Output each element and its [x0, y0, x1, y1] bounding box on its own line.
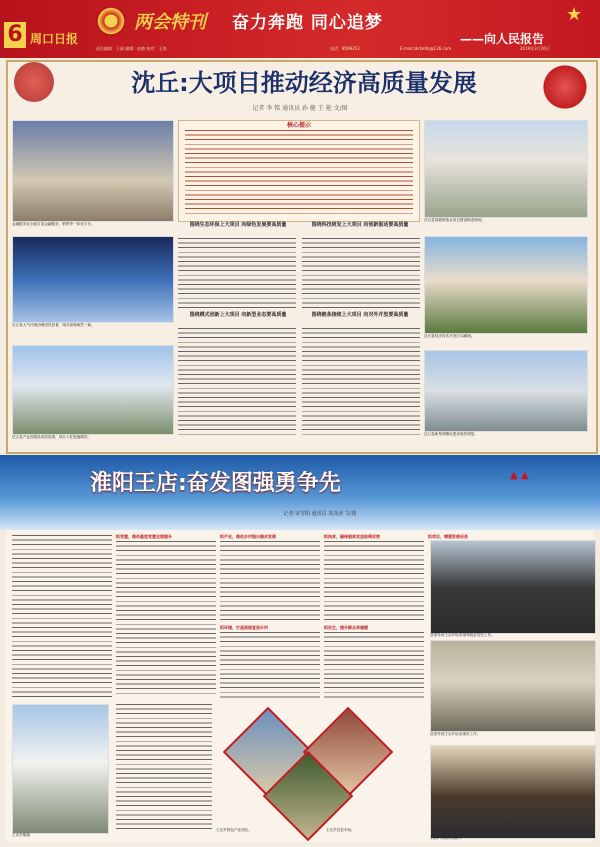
- caption-a6: 王店乡干部走访贫困户。: [430, 836, 464, 840]
- subhead-3: 围绕模式创新上大项目 向新型业态要高质量: [189, 312, 287, 318]
- slogan-sub: ——向人民报告: [460, 32, 545, 46]
- decorative-flower-icon: [540, 62, 590, 112]
- subhead-a5: 抓民生，提升群众幸福感: [324, 625, 368, 630]
- photo-industrial-park: [12, 345, 174, 435]
- core-heading: 核心提示: [286, 122, 311, 129]
- core-summary-box: [178, 120, 420, 222]
- article1-title: 沈丘:大项目推动经济高质量发展: [131, 69, 477, 97]
- caption-4: 沈丘县高端制造业项目建设推进现场。: [424, 218, 486, 222]
- birds-icon: ▲ ▲: [510, 470, 529, 481]
- page-number: 6: [4, 22, 26, 48]
- caption-a2: 县领导到王店乡检查指导工作。: [430, 732, 481, 736]
- caption-1: 金融服务业全面打造金融服务、销售等一体化平台。: [12, 222, 95, 226]
- caption-5: 沈丘县经济技术开发区鸟瞰图。: [424, 334, 475, 338]
- caption-3: 沈丘县产业园建设成效显著，项目入驻提速增效。: [12, 435, 92, 439]
- photo-industry-hall: [12, 120, 174, 222]
- text-col-3: [178, 328, 296, 438]
- slogan: 奋力奔跑 同心追梦: [232, 13, 383, 33]
- date: 2019年3月26日: [520, 46, 550, 51]
- subhead-4: 围绕链条接续上大项目 向对外开放要高质量: [311, 312, 409, 318]
- subhead-a2: 抓产业，推动乡村振兴稳步发展: [220, 534, 276, 539]
- subhead-a4: 抓扶贫，确保脱贫攻坚取得实效: [324, 534, 380, 539]
- photo-city-night: [12, 236, 174, 323]
- text-col-e: [324, 541, 424, 621]
- subhead-a3: 抓环境，打造美丽宜居乡村: [220, 625, 268, 630]
- caption-a3: 王店乡特色产业园区。: [216, 828, 252, 832]
- decorative-lantern-icon: [14, 62, 54, 102]
- article1-byline: 记者 李 铭 通讯员 孙 健 王 艳 文/图: [252, 105, 348, 112]
- caption-2: 沈丘县大气环境治理成效显著，城市面貌焕然一新。: [12, 323, 95, 327]
- article2-byline: 记者 宋雪阳 通讯员 刘龙涛 文/图: [283, 511, 357, 517]
- caption-a5: 县领导到王店乡检查指导脱贫攻坚工作。: [430, 633, 495, 637]
- photo-visiting-household: [430, 745, 596, 839]
- subhead-1: 围绕生态环保上大项目 向绿色发展要高质量: [189, 222, 287, 228]
- text-col-g: [116, 704, 212, 832]
- emblem-icon: [96, 6, 126, 36]
- photo-officials-visit: [430, 540, 596, 634]
- star-icon: ★: [566, 4, 583, 25]
- text-col-2: [302, 238, 420, 310]
- phone: 电话：8599353: [330, 46, 360, 51]
- photo-european-town: [424, 236, 588, 334]
- photo-town-street: [12, 704, 109, 834]
- text-col-d: [220, 632, 320, 700]
- photo-factory-aerial: [424, 120, 588, 218]
- masthead: [0, 0, 600, 58]
- text-col-1: [178, 238, 296, 310]
- photo-bridge: [424, 350, 588, 432]
- photo-village-inspection: [430, 640, 596, 732]
- text-col-c: [220, 541, 320, 621]
- paper-name: 周口日报: [30, 32, 79, 46]
- text-col-f: [324, 632, 424, 700]
- lianghui-title: 两会特刊: [134, 12, 206, 33]
- subhead-2: 围绕科技研发上大项目 向创新驱动要高质量: [311, 222, 409, 228]
- email: E-mail:zkrbshb@126.com: [400, 46, 452, 51]
- caption-a4: 王店乡扶贫车间。: [326, 828, 355, 832]
- editor-line: 责任编辑：王丽 编辑：赵敏 校对：王涛: [96, 46, 167, 51]
- diamond-collage: [216, 710, 426, 840]
- text-col-4: [302, 328, 420, 438]
- text-col-a: [12, 535, 112, 700]
- subhead-a1: 抓党建，推动基层党建全面提升: [116, 534, 172, 539]
- subhead-a6: 抓项目，增强发展后劲: [428, 534, 468, 539]
- text-col-b: [116, 541, 216, 696]
- caption-6: 沈丘县新型城镇化建设成效明显。: [424, 432, 478, 436]
- caption-a1: 王店乡镇貌: [12, 833, 30, 837]
- article2-title: 淮阳王店:奋发图强勇争先: [90, 471, 341, 496]
- core-text: [185, 130, 413, 216]
